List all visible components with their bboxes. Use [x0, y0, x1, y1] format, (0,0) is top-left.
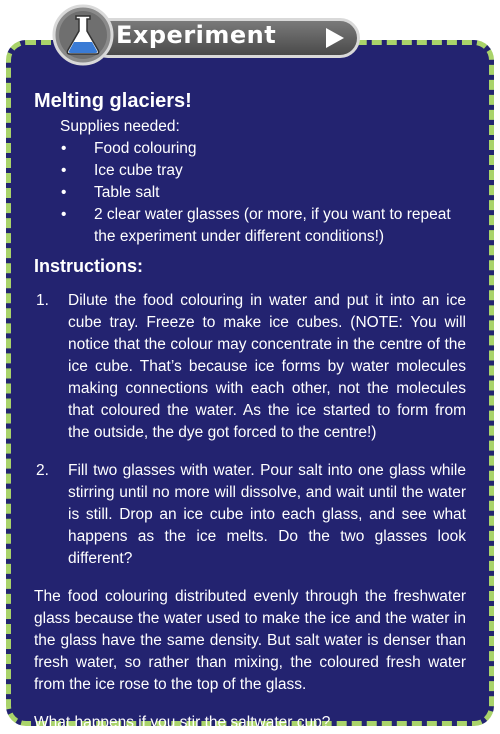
- bullet-icon: •: [61, 206, 67, 223]
- supply-item: • 2 clear water glasses (or more, if you want to repeat the experiment under different conditions!): [61, 206, 451, 245]
- supplies-label: Supplies needed:: [60, 118, 180, 135]
- supply-item: • Ice cube tray: [34, 160, 466, 182]
- bullet-icon: •: [61, 184, 67, 201]
- supply-item: • Food colouring: [34, 138, 466, 160]
- step-text: Fill two glasses with water. Pour salt into one glass while stirring until no more will dissolve, and wait until the water is still. Drop an ice cube into each glass, and see what happens as the ice melts. Do the two glasses look different?: [68, 462, 466, 567]
- bullet-icon: •: [61, 140, 67, 157]
- supply-item: • Table salt: [34, 182, 466, 204]
- experiment-title: Melting glaciers!: [34, 90, 192, 112]
- explanation-text: The food colouring distributed evenly through the freshwater glass because the water used to make the ice and the water in the glass have the same density. But salt water is denser than fresh water, so rather than mixing, the coloured fresh water from the ice rose to the top of the glass.: [34, 588, 466, 693]
- arrow-icon: [322, 26, 348, 50]
- bullet-icon: •: [61, 162, 67, 179]
- supplies-list: [34, 138, 466, 248]
- experiment-content: [34, 88, 466, 734]
- instruction-step: [34, 290, 466, 444]
- instructions-heading: Instructions:: [34, 256, 144, 276]
- instruction-steps: [34, 290, 466, 570]
- flask-icon: [52, 4, 114, 66]
- banner-title: Experiment: [116, 21, 277, 49]
- follow-up-question: What happens if you stir the saltwater cup?: [34, 714, 331, 731]
- step-text: Dilute the food colouring in water and put it into an ice cube tray. Freeze to make ice cubes. (NOTE: You will notice that the colour may concentrate in the centre of the ice cube. That’s because ice forms by water molecules making connections with each other, not the molecules that coloured the water. As the ice started to form from the outside, the dye got forced to the centre!): [68, 292, 466, 441]
- instruction-step: [34, 460, 466, 570]
- step-number: 1.: [36, 292, 49, 309]
- step-number: 2.: [36, 462, 49, 479]
